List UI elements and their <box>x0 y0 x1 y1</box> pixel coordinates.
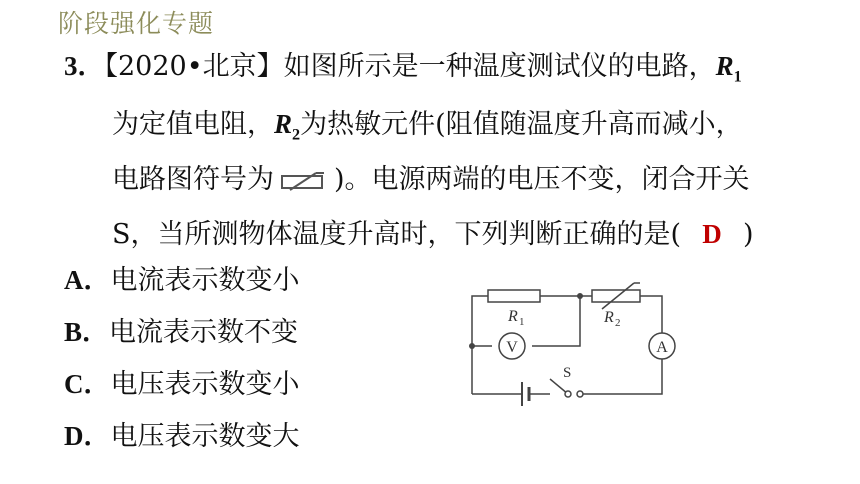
option-c-text: 电压表示数变小 <box>110 369 300 400</box>
circuit-diagram <box>462 276 712 416</box>
r2-label-sub: 2 <box>615 317 621 329</box>
option-b[interactable] <box>64 314 298 351</box>
question-text-3a: 电路图符号为 <box>112 164 274 195</box>
question-source: 【2020•北京】 <box>104 51 284 82</box>
r1-resistor <box>488 290 540 302</box>
option-b-text: 电流表示数不变 <box>109 317 299 348</box>
r2-label: R <box>604 309 614 326</box>
option-d[interactable] <box>64 418 300 455</box>
question-line-3 <box>112 162 750 198</box>
thermistor-symbol-icon <box>278 168 330 194</box>
voltmeter-label: V <box>506 339 518 356</box>
question-text-4b: ) <box>743 219 754 250</box>
answer-letter: D <box>702 219 722 249</box>
r1-subscript: 1 <box>733 67 742 86</box>
option-b-letter: B． <box>64 317 110 347</box>
r2-subscript: 2 <box>292 125 301 144</box>
option-a-text: 电流表示数变小 <box>110 265 300 296</box>
r2-variable: R <box>274 109 293 139</box>
question-line-1 <box>64 48 742 94</box>
option-d-letter: D． <box>64 421 111 451</box>
switch-contact-right <box>577 391 583 397</box>
question-line-2 <box>112 106 743 152</box>
r1-variable: R <box>715 51 734 81</box>
question-text-4a: S，当所测物体温度升高时，下列判断正确的是( <box>112 219 682 250</box>
junction-left <box>469 343 475 349</box>
switch-label: S <box>563 365 572 381</box>
switch-contact-left <box>565 391 571 397</box>
r1-label: R <box>508 308 518 325</box>
junction-top <box>577 293 583 299</box>
option-d-text: 电压表示数变大 <box>110 421 300 452</box>
question-line-4 <box>112 216 754 253</box>
option-c-letter: C． <box>64 369 111 399</box>
section-header: 阶段强化专题 <box>58 9 215 38</box>
question-text-2a: 为定值电阻， <box>112 109 274 140</box>
question-text-3b: )。电源两端的电压不变，闭合开关 <box>334 164 750 195</box>
r1-label-sub: 1 <box>519 316 525 328</box>
option-a[interactable] <box>64 262 300 299</box>
option-a-letter: A． <box>64 265 111 295</box>
option-c[interactable] <box>64 366 300 403</box>
ammeter-label: A <box>656 339 668 356</box>
question-text-2b: 为热敏元件(阻值随温度升高而减小， <box>300 109 743 140</box>
question-text-1: 如图所示是一种温度测试仪的电路， <box>283 51 716 82</box>
r2-thermistor <box>592 290 640 302</box>
question-number: 3． <box>64 51 105 81</box>
